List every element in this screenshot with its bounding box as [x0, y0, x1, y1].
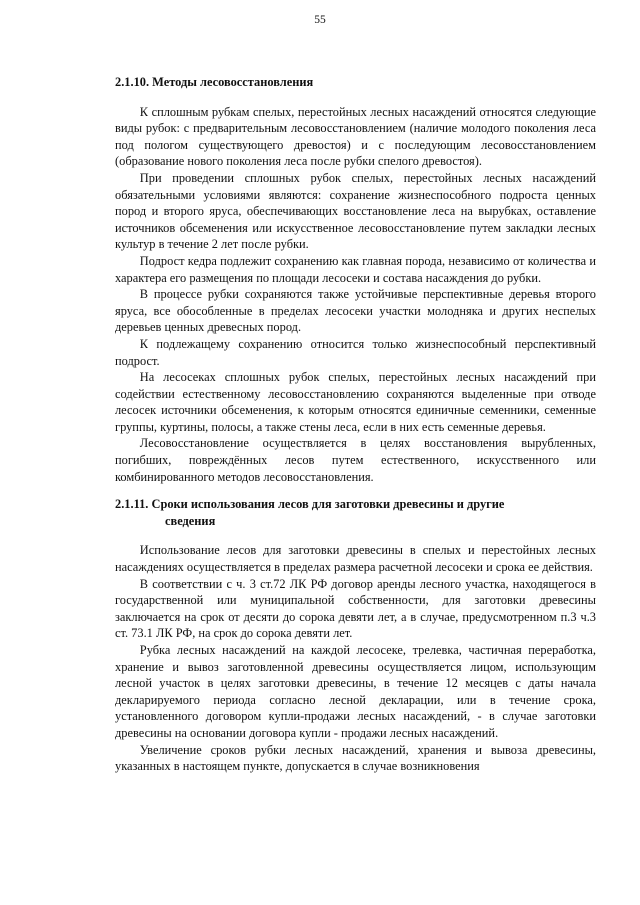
section-2-1-10-body — [115, 104, 596, 486]
paragraph: Лесовосстановление осуществляется в целях восстановления вырубленных, погибших, повреждённых лесов путем естественного, искусственного или комбинированного методов лесовосстановления. — [115, 436, 596, 484]
section-heading-line-2: сведения — [165, 513, 216, 528]
page-number: 55 — [314, 14, 326, 26]
paragraph: Увеличение сроков рубки лесных насаждений, хранения и вывоза древесины, указанных в настоящем пункте, допускается в случае возникновения — [115, 742, 596, 774]
paragraph: Использование лесов для заготовки древесины в спелых и перестойных лесных насаждениях осуществляется в пределах размера расчетной лесосеки и срока ее действия. — [115, 543, 596, 575]
section-heading-2-1-10: 2.1.10. Методы лесовосстановления — [115, 75, 314, 89]
page-content — [115, 74, 596, 775]
paragraph: В соответствии с ч. 3 ст.72 ЛК РФ договор аренды лесного участка, находящегося в государственной или муниципальной собственности, для заготовки древесины заключается на срок от десяти до сорока девяти лет, а в случае, предусмотренном п.3 ч.3 ст. 73.1 ЛК РФ, на срок до сорока девяти лет. — [115, 576, 596, 641]
section-2-1-11-body — [115, 542, 596, 774]
paragraph: Подрост кедра подлежит сохранению как главная порода, независимо от количества и характера его размещения по площади лесосеки и состава насаждения до рубки. — [115, 253, 596, 285]
paragraph: К сплошным рубкам спелых, перестойных лесных насаждений относятся следующие виды рубок: с предварительным лесовосстановлением (наличие молодого поколения леса под пологом существующего древостоя) и с последующим лесовосстановлением (образование нового поколения леса после рубки спелого древостоя). — [115, 104, 596, 169]
section-heading-title: Сроки использования лесов для заготовки древесины и другие — [151, 497, 505, 512]
paragraph: При проведении сплошных рубок спелых, перестойных лесных насаждений обязательными условиями являются: сохранение жизнеспособного подроста ценных пород и второго яруса, обеспечивающих восстановление леса на вырубках, оставление источников обсеменения или искусственное лесовосстановление путем закладки лесных культур в течение 2 лет после рубки. — [115, 170, 596, 252]
paragraph: На лесосеках сплошных рубок спелых, перестойных лесных насаждений при содействии естественному лесовосстановлению сохраняются выделенные при отводе лесосек источники обсеменения, к которым относятся единичные семенники, семенные группы, куртины, полосы, а также стены леса, если в них есть семенные деревья. — [115, 370, 596, 434]
section-heading-line-1 — [115, 497, 504, 511]
paragraph: В процессе рубки сохраняются также устойчивые перспективные деревья второго яруса, все обособленные в пределах лесосеки участки молодняка и других неспелых деревьев ценных древесных пород. — [115, 287, 596, 335]
section-heading-2-1-11 — [115, 496, 596, 529]
section-heading-number: 2.1.11. — [115, 497, 149, 512]
paragraph: Рубка лесных насаждений на каждой лесосеке, трелевка, частичная переработка, хранение и вывоз заготовленной древесины осуществляется лицом, использующим лесной участок в целях заготовки древесины, в течение 12 месяцев с даты начала декларируемого периода согласно лесной декларации, или в течение срока, установленного договором купли-продажи лесных насаждений, - в случае заготовки древесины на основании договора купли - продажи лесных насаждений. — [115, 643, 596, 740]
paragraph: К подлежащему сохранению относится только жизнеспособный перспективный подрост. — [115, 336, 596, 368]
